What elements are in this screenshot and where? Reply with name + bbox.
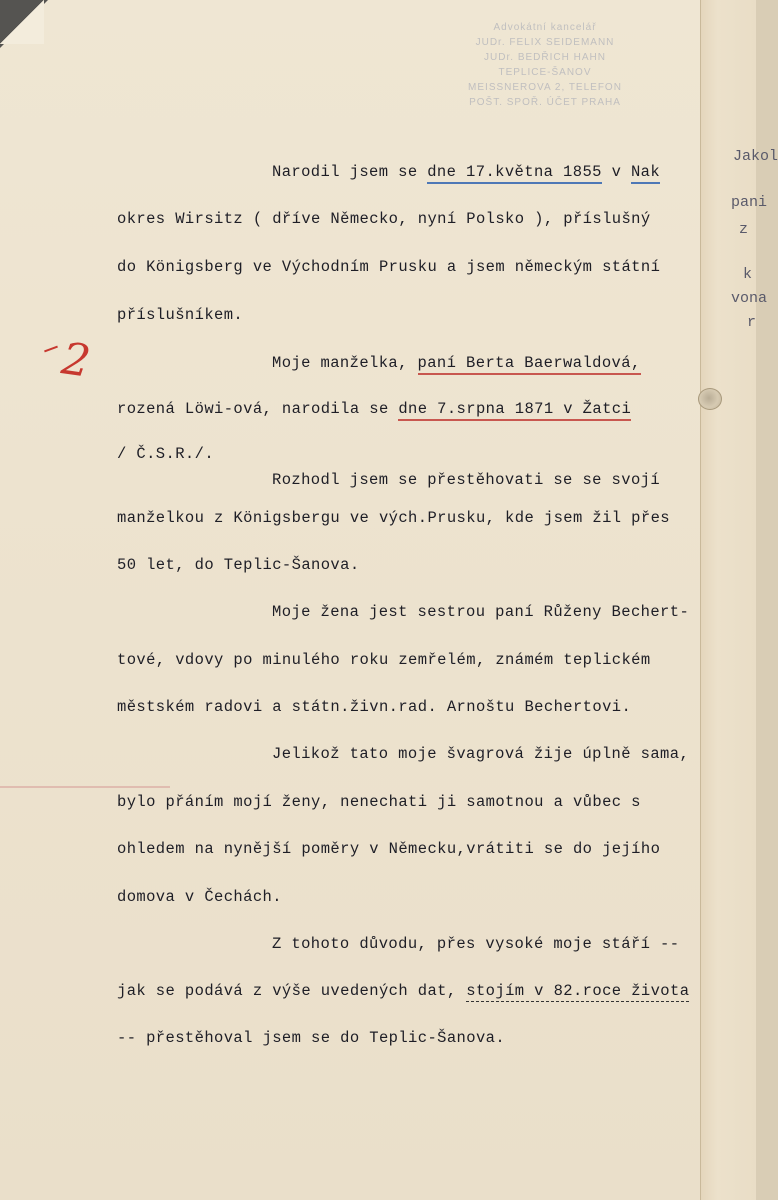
stamp-line: POŠT. SPOŘ. ÚČET PRAHA: [469, 97, 621, 108]
text-line: [117, 400, 631, 418]
text-segment: Z tohoto důvodu, přes vysoké moje stáří --: [272, 935, 680, 953]
law-office-stamp: [395, 20, 695, 110]
underlined-text: stojím v 82.roce života: [466, 982, 690, 1000]
side-edge-text: vona: [731, 290, 768, 307]
text-line: [117, 445, 214, 463]
text-segment: okres Wirsitz ( dříve Německo, nyní Polsko ), příslušný: [117, 210, 651, 228]
page-number-mark: 2: [58, 333, 94, 388]
text-segment: manželkou z Königsbergu ve vých.Prusku, kde jsem žil přes: [117, 509, 670, 527]
stamp-line: JUDr. BEDŘICH HAHN: [484, 52, 606, 63]
text-segment: 50 let, do Teplic-Šanova.: [117, 556, 360, 574]
text-line: [117, 698, 631, 716]
underlined-text: dne 17.května 1855: [427, 163, 602, 184]
text-line: [117, 556, 360, 574]
text-line: [272, 935, 679, 953]
text-line: [117, 210, 651, 228]
text-segment: rozená Löwi-ová, narodila se: [117, 400, 399, 418]
text-segment: domova v Čechách.: [117, 888, 282, 906]
text-line: [117, 840, 660, 858]
text-segment: / Č.S.R./.: [117, 445, 215, 463]
faint-red-mark: [0, 786, 170, 788]
text-segment: v: [601, 163, 631, 181]
text-line: [117, 888, 282, 906]
text-line: [272, 471, 660, 489]
side-edge-text: z: [739, 221, 749, 238]
stamp-line: TEPLICE-ŠANOV: [498, 67, 592, 78]
text-segment: ohledem na nynější poměry v Německu,vrátiti se do jejího: [117, 840, 661, 858]
text-segment: Moje žena jest sestrou paní Růženy Bechert-: [272, 603, 690, 621]
underlined-text: paní Berta Baerwaldová,: [418, 354, 641, 375]
text-line: [117, 982, 689, 1000]
text-line: [117, 651, 651, 669]
text-line: [272, 603, 689, 621]
stamp-line: Advokátní kancelář: [493, 22, 597, 33]
text-line: [117, 509, 670, 527]
text-segment: příslušníkem.: [117, 306, 244, 324]
text-line: [117, 1029, 505, 1047]
text-line: [272, 354, 641, 372]
text-segment: městském radovi a státn.živn.rad. Arnoštu Bechertovi.: [117, 698, 632, 716]
text-line: [272, 163, 660, 181]
underlying-sheet: [700, 0, 778, 1200]
text-line: [117, 258, 660, 276]
side-edge-text: r: [747, 314, 757, 331]
text-line: [117, 793, 641, 811]
text-segment: tové, vdovy po minulého roku zemřelém, známém teplickém: [117, 651, 651, 669]
punch-hole: [698, 388, 722, 410]
margin-tick-mark: [44, 346, 58, 353]
folded-corner-flap: [0, 0, 44, 44]
side-edge-text: k: [743, 266, 753, 283]
text-segment: jak se podává z výše uvedených dat,: [117, 982, 467, 1000]
text-segment: Jelikož tato moje švagrová žije úplně sama,: [272, 745, 690, 763]
text-line: [117, 306, 243, 324]
text-segment: Narodil jsem se: [272, 163, 428, 181]
underlined-text: Nak: [631, 163, 660, 184]
text-segment: do Königsberg ve Východním Prusku a jsem německým státní: [117, 258, 661, 276]
text-line: [272, 745, 689, 763]
text-segment: Rozhodl jsem se přestěhovati se se svojí: [272, 471, 661, 489]
text-segment: Moje manželka,: [272, 354, 418, 372]
stamp-line: JUDr. FELIX SEIDEMANN: [475, 37, 615, 48]
side-edge-text: pani: [731, 194, 768, 211]
text-segment: bylo přáním mojí ženy, nenechati ji samotnou a vůbec s: [117, 793, 641, 811]
text-segment: -- přestěhoval jsem se do Teplic-Šanova.: [117, 1029, 506, 1047]
underlined-text: dne 7.srpna 1871 v Žatci: [398, 400, 631, 421]
stamp-line: MEISSNEROVA 2, TELEFON: [468, 82, 622, 93]
side-edge-text: Jakol: [733, 148, 778, 165]
